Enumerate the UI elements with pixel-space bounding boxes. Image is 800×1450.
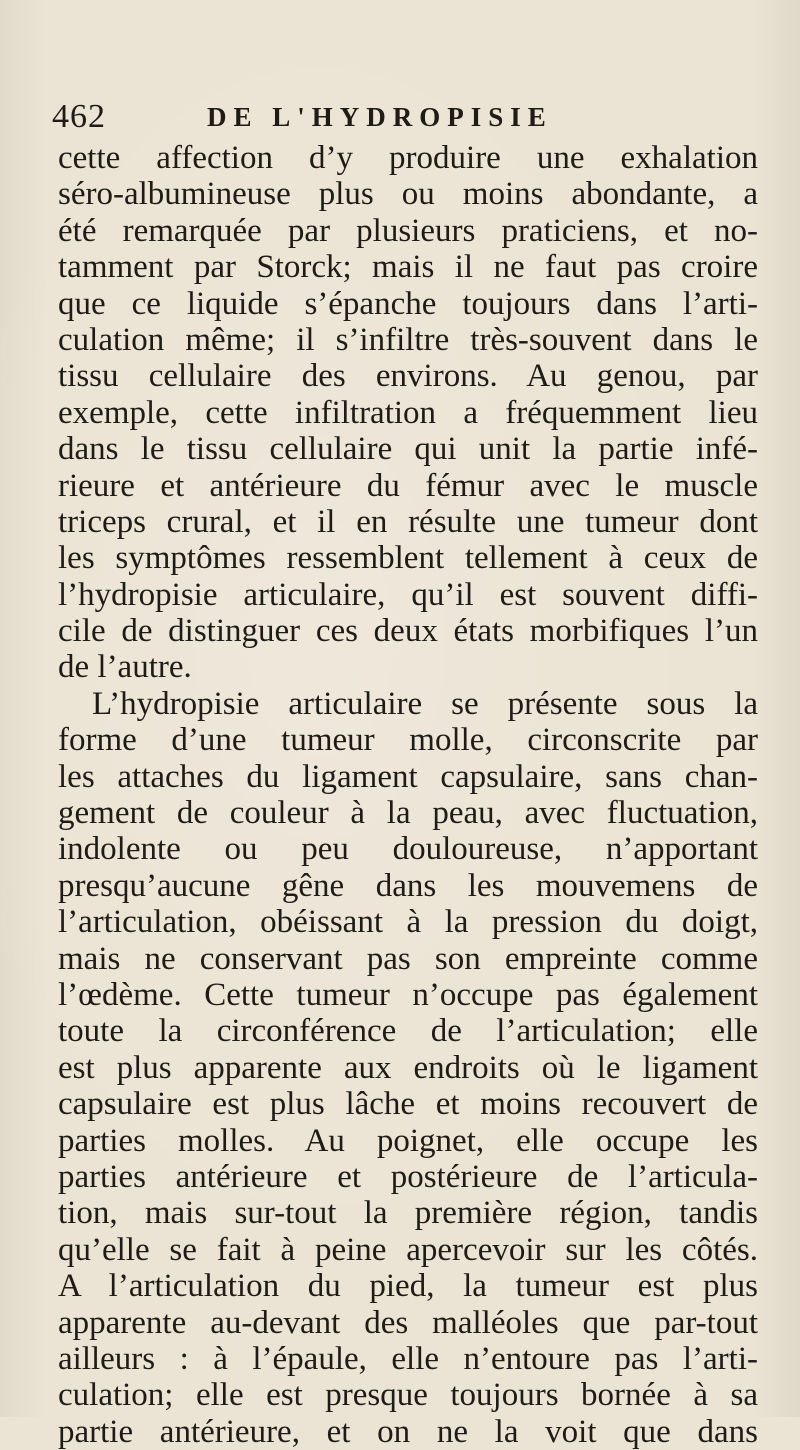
text-line: été remarquée par plusieurs praticiens, et no-	[58, 212, 758, 249]
text-line: A l’articulation du pied, la tumeur est plus	[58, 1268, 758, 1305]
text-line: les symptômes ressemblent tellement à ceux de	[58, 540, 758, 577]
text-line: tamment par Storck; mais il ne faut pas croire	[58, 249, 758, 286]
text-line: forme d’une tumeur molle, circonscrite par	[58, 722, 758, 759]
text-line: capsulaire est plus lâche et moins recouvert de	[58, 1086, 758, 1123]
text-line: dans le tissu cellulaire qui unit la partie infé-	[58, 431, 758, 468]
text-line: indolente ou peu douloureuse, n’apportant	[58, 831, 758, 868]
text-line: cette affection d’y produire une exhalation	[58, 140, 758, 176]
text-line: l’hydropisie articulaire, qu’il est souvent diffi-	[58, 576, 758, 613]
text-line: rieure et antérieure du fémur avec le muscle	[58, 467, 758, 504]
text-line: parties antérieure et postérieure de l’articula-	[58, 1158, 758, 1195]
text-line: mais ne conservant pas son empreinte comme	[58, 940, 758, 977]
text-line: qu’elle se fait à peine apercevoir sur les côtés.	[58, 1231, 758, 1268]
text-line: culation même; il s’infiltre très-souvent dans le	[58, 321, 758, 358]
text-line: tion, mais sur-tout la première région, tandis	[58, 1195, 758, 1232]
text-line: exemple, cette infiltration a fréquemment lieu	[58, 394, 758, 431]
text-line: est plus apparente aux endroits où le ligament	[58, 1049, 758, 1086]
text-line: l’œdème. Cette tumeur n’occupe pas également	[58, 976, 758, 1013]
text-line: gement de couleur à la peau, avec fluctuation,	[58, 795, 758, 832]
text-line: l’articulation, obéissant à la pression du doigt,	[58, 904, 758, 941]
text-line: séro-albumineuse plus ou moins abondante, a	[58, 176, 758, 213]
text-line: apparente au-devant des malléoles que par-tout	[58, 1304, 758, 1341]
text-line: ailleurs : à l’épaule, elle n’entoure pas l’arti-	[58, 1340, 758, 1377]
paragraph-start-line: L’hydropisie articulaire se présente sous la	[92, 685, 758, 722]
text-line: cile de distinguer ces deux états morbifiques l’un	[58, 613, 758, 650]
text-line: presqu’aucune gêne dans les mouvemens de	[58, 867, 758, 904]
text-line: triceps crural, et il en résulte une tumeur dont	[58, 503, 758, 540]
text-line: partie antérieure, et on ne la voit que dans	[58, 1413, 758, 1450]
running-head: DE L'HYDROPISIE	[207, 102, 553, 132]
paragraph-end-line: de l’autre.	[58, 649, 192, 686]
text-line: culation; elle est presque toujours bornée à sa	[58, 1377, 758, 1414]
page-number: 462	[52, 98, 106, 135]
text-line: que ce liquide s’épanche toujours dans l’arti-	[58, 285, 758, 322]
text-line: parties molles. Au poignet, elle occupe les	[58, 1122, 758, 1159]
text-line: les attaches du ligament capsulaire, sans chan-	[58, 758, 758, 795]
text-line: toute la circonférence de l’articulation; elle	[58, 1013, 758, 1050]
body-text	[58, 140, 758, 1450]
text-line: tissu cellulaire des environs. Au genou, par	[58, 358, 758, 395]
page-header	[52, 98, 752, 134]
